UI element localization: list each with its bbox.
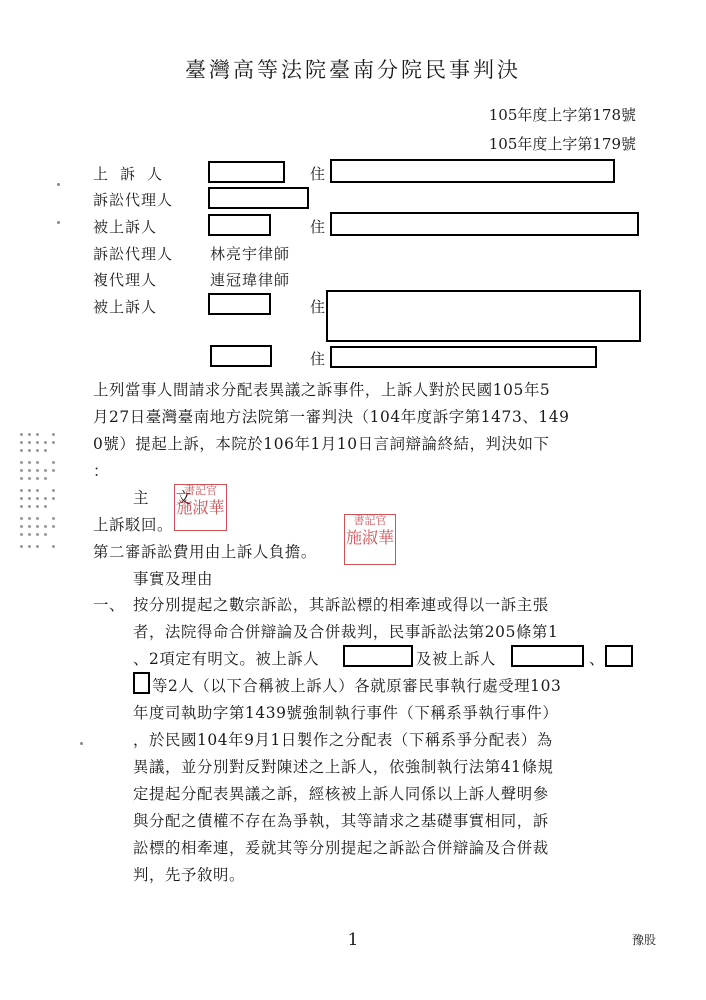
redacted-box xyxy=(330,346,597,368)
binding-dot xyxy=(44,533,47,536)
binding-dot xyxy=(28,433,31,436)
intro-line: 上列當事人間請求分配表異議之訴事件，上訴人對於民國105年5 xyxy=(93,381,551,399)
binding-dot xyxy=(28,489,31,492)
binding-dot xyxy=(28,533,31,536)
party-name-agent: 林亮宇律師 xyxy=(210,245,291,263)
binding-dot xyxy=(36,533,39,536)
reasons-line: 、2項定有明文。被上訴人 xyxy=(133,650,320,668)
document-title: 臺灣高等法院臺南分院民事判決 xyxy=(185,58,521,82)
redacted-box xyxy=(511,645,584,667)
binding-dot xyxy=(20,441,23,444)
binding-dot xyxy=(20,477,23,480)
address-label: 住 xyxy=(310,350,326,368)
binding-dot xyxy=(20,469,23,472)
reasons-line: 、 xyxy=(589,650,605,668)
intro-line: 月27日臺灣臺南地方法院第一審判決（104年度訴字第1473、149 xyxy=(93,408,570,426)
case-number-1: 105年度上字第178號 xyxy=(488,106,636,124)
footer-division: 豫股 xyxy=(631,933,656,947)
party-label-agent: 訴訟代理人 xyxy=(93,191,174,209)
redacted-box xyxy=(330,212,639,236)
redacted-box xyxy=(605,645,633,667)
binding-dot xyxy=(28,525,31,528)
redacted-box xyxy=(210,345,272,367)
clerk-seal: 書記官 施淑華 xyxy=(174,484,227,531)
reasons-line: 訟標的相牽連，爰就其等分別提起之訴訟合併辯論及合併裁 xyxy=(133,839,549,857)
binding-dot xyxy=(28,497,31,500)
intro-line: 0號）提起上訴，本院於106年1月10日言詞辯論終結，判決如下 xyxy=(93,435,550,453)
binding-dot xyxy=(20,497,23,500)
binding-dot xyxy=(20,433,23,436)
binding-dot xyxy=(52,433,55,436)
binding-dot xyxy=(52,517,55,520)
binding-dot xyxy=(52,525,55,528)
binding-dot xyxy=(52,461,55,464)
binding-dot xyxy=(36,525,39,528)
reasons-line: 按分別提起之數宗訴訟，其訴訟標的相牽連或得以一訴主張 xyxy=(133,596,549,614)
reasons-line: ，於民國104年9月1日製作之分配表（下稱系爭分配表）為 xyxy=(133,731,553,749)
binding-dot xyxy=(36,477,39,480)
binding-dot xyxy=(44,449,47,452)
address-label: 住 xyxy=(310,218,326,236)
reasons-line: 判，先予敘明。 xyxy=(133,866,245,884)
binding-dot xyxy=(20,449,23,452)
binding-dot xyxy=(20,545,23,548)
binding-dot xyxy=(52,545,55,548)
redacted-box xyxy=(343,645,413,667)
binding-dot xyxy=(36,545,39,548)
redacted-box xyxy=(133,672,150,694)
main-heading: 主 文 xyxy=(133,489,198,507)
reasons-heading: 事實及理由 xyxy=(133,570,213,588)
binding-dot xyxy=(28,449,31,452)
binding-dot xyxy=(52,441,55,444)
reasons-line: 年度司執助字第1439號強制執行事件（下稱系爭執行事件） xyxy=(133,704,559,722)
binding-dot xyxy=(28,517,31,520)
margin-mark xyxy=(57,183,60,186)
intro-line: ： xyxy=(93,462,109,480)
party-name-sub-agent: 連冠瑋律師 xyxy=(210,271,291,289)
binding-dot xyxy=(28,477,31,480)
binding-dot xyxy=(28,441,31,444)
binding-dot xyxy=(44,505,47,508)
redacted-box xyxy=(208,187,309,209)
redacted-box xyxy=(208,214,271,236)
binding-dot xyxy=(44,441,47,444)
binding-dot xyxy=(52,489,55,492)
party-label-appellee: 被上訴人 xyxy=(93,218,158,236)
reasons-line: 及被上訴人 xyxy=(416,650,496,668)
reasons-line: 者，法院得命合併辯論及合併裁判，民事訴訟法第205條第1 xyxy=(133,623,559,641)
main-item: 第二審訴訟費用由上訴人負擔。 xyxy=(93,543,317,561)
reasons-line: 與分配之債權不存在為爭執，其等請求之基礎事實相同，訴 xyxy=(133,812,549,830)
redacted-box xyxy=(330,159,615,183)
reasons-line: 異議，並分別對反對陳述之上訴人，依強制執行法第41條規 xyxy=(133,758,554,776)
binding-dot xyxy=(52,469,55,472)
binding-dot xyxy=(36,461,39,464)
redacted-box xyxy=(208,293,271,315)
binding-dot xyxy=(28,461,31,464)
case-number-2: 105年度上字第179號 xyxy=(488,135,636,153)
binding-dot xyxy=(44,477,47,480)
redacted-box xyxy=(208,161,285,183)
party-label-appellant: 上訴人 xyxy=(93,165,175,183)
binding-dot xyxy=(52,497,55,500)
binding-dot xyxy=(44,497,47,500)
binding-dot xyxy=(36,497,39,500)
binding-dot xyxy=(36,449,39,452)
binding-dot xyxy=(44,469,47,472)
binding-dot xyxy=(36,441,39,444)
binding-dot xyxy=(28,469,31,472)
binding-dot xyxy=(36,517,39,520)
binding-dot xyxy=(20,517,23,520)
page-number: 1 xyxy=(347,930,359,950)
address-label: 住 xyxy=(310,298,326,316)
binding-dot xyxy=(36,469,39,472)
binding-dot xyxy=(28,505,31,508)
binding-dot xyxy=(20,525,23,528)
reasons-line: 等2人（以下合稱被上訴人）各就原審民事執行處受理103 xyxy=(152,677,562,695)
clerk-seal: 書記官 施淑華 xyxy=(344,514,396,565)
binding-dot xyxy=(36,505,39,508)
binding-dot xyxy=(36,489,39,492)
binding-dot xyxy=(20,505,23,508)
redacted-box xyxy=(326,290,641,342)
reasons-marker: 一、 xyxy=(93,596,125,614)
margin-mark xyxy=(80,742,83,745)
binding-dot xyxy=(20,489,23,492)
binding-dot xyxy=(20,461,23,464)
main-item: 上訴駁回。 xyxy=(93,516,173,534)
binding-dot xyxy=(28,545,31,548)
margin-mark xyxy=(57,221,60,224)
party-label-agent-2: 訴訟代理人 xyxy=(93,245,174,263)
reasons-line: 定提起分配表異議之訴，經核被上訴人同係以上訴人聲明參 xyxy=(133,785,549,803)
party-label-sub-agent: 複代理人 xyxy=(93,271,158,289)
address-label: 住 xyxy=(310,165,326,183)
binding-dot xyxy=(20,533,23,536)
binding-dot xyxy=(44,525,47,528)
party-label-appellee-2: 被上訴人 xyxy=(93,298,158,316)
binding-dot xyxy=(36,433,39,436)
